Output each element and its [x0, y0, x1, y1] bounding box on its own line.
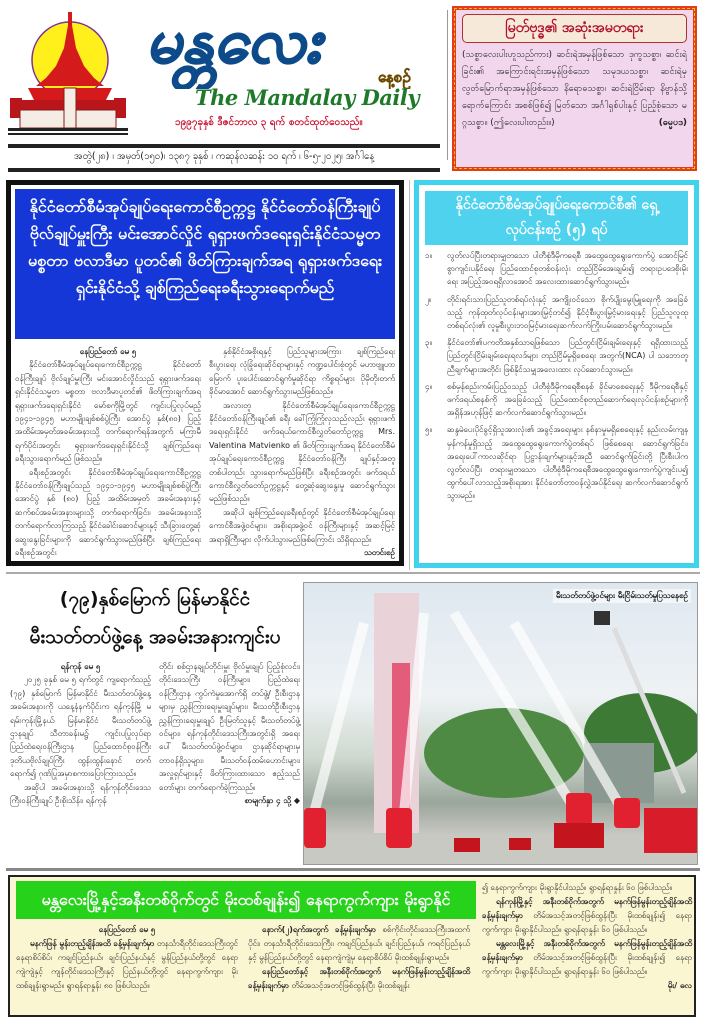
- mandalay-palace-logo: [6, 8, 130, 138]
- fire-column-1: [10, 660, 151, 807]
- objective-number: ၂။: [425, 294, 432, 304]
- forecast-label: နောက်(၂)ရက်အတွက် ခန့်မှန်းချက်မှာ: [262, 925, 376, 934]
- weather-column-3: [482, 881, 692, 993]
- weather-forecast-box: [8, 875, 696, 1017]
- lead-headline: နိုင်ငံတော်စီမံအုပ်ချုပ်ရေးကောင်စီဥက္ကဋ္ဌ နိုင်ငံတော်ဝန်ကြီးချုပ် ဗိုလ်ချုပ်မှူးကြီး မင်းအောင်လှိုင် ရုရှားဖက်ဒရေးရှင်းနိုင်ငံသမ္မတ မစ္စတာ ဗလာဒီမာ ပူတင်၏ ဖိတ်ကြားချက်အရ ရုရှားဖက်ဒရေးရှင်းနိုင်ငံသို့ ချစ်ကြည်ရေးခရီးသွားရောက်မည်: [15, 189, 395, 339]
- objective-text: နိုင်ငံတော်၏ပကတိအနှစ်သာရဖြစ်သော ပြည်တွင်းငြိမ်းချမ်းရေးနှင့် ရရှိထားသည့် ပြည်တွင်းငြိမ်းချမ်းရေးရလဒ်များ တည်ငြိမ်မှုရှိစေရေး အတွက်(NCA) ပါ သဘောတူညီချက်များအတိုင်း ဖြစ်နိုင်သမျှအလေးထား လုပ်ဆောင်သွားမည်။: [447, 338, 688, 374]
- weather-paragraph: [16, 937, 238, 993]
- dhamma-quote-box: [452, 6, 697, 171]
- weather-paragraph: [248, 923, 470, 965]
- forecast-text: စစ်ကိုင်းတိုင်းဒေသကြီးအထက်ပိုင်း၊ တနင်္သာရီတိုင်းဒေသကြီး၊ ကချင်ပြည်နယ်၊ ချင်းပြည်နယ်၊ ကရင်ပြည်နယ်နှင့် မွန်ပြည်နယ်တို့တွင် နေရာကျဲကျဲမှ နေရာစိပ်စိပ် မိုးထစ်ချုန်းရွာမည်။: [248, 925, 470, 962]
- objective-text: ဆန္ဒမဲပေးပိုင်ခွင့်ရှိသူအားလုံး၏ အခွင့်အရေးများ နစ်နာမှုမရှိစေရေးနှင့် နည်းလမ်းကျနမှန်ကန်မှုရှိသည့် အထွေထွေရွေးကောက်ပွဲတစ်ရပ် ဖြစ်စေရေး ဆောင်ရွက်ခြင်း၊ အရေးပေါ်ကာလဆိုင်ရာ ပြဋ္ဌာန်းချက်များနှင့်အညီ ဆောင်ရွက်ခြင်းတို့ ပြီးစီးပါက လွတ်လပ်ပြီး တရားမျှတသော ပါတီစုံဒီမိုကရေစီအထွေထွေရွေးကောက်ပွဲကျင်းပ၍ ထွက်ပေါ်လာသည့်အစိုးရအား နိုင်ငံတော်တာဝန်လွှဲအပ်နိုင်ရေး ဆက်လက်ဆောင်ရွက်သွားမည်။: [447, 425, 688, 501]
- masthead-title-suffix: နေ့စဉ်: [378, 68, 411, 86]
- fire-headline-line-2: မီးသတ်တပ်ဖွဲ့နေ့ အခမ်းအနားကျင်းပ: [29, 626, 281, 648]
- objective-item: [425, 423, 688, 502]
- forecast-text: ၍ နေရာကွက်ကျား မိုးရွာနိုင်ပါသည်။ ရွာရန်ရာနှုန်း ၆၀ ဖြစ်ပါသည်။: [482, 883, 673, 892]
- objective-text: လွတ်လပ်ပြီးတရားမျှတသော ပါတီစုံဒီမိုကရေစီ အထွေထွေရွေးကောက်ပွဲ အောင်မြင်စွာကျင်းပနိုင်ရေး ပြည်ထောင်စုတစ်ဝန်းလုံး တည်ငြိမ်အေးချမ်း၍ တရားဥပဒေစိုးမိုးရေး အပြည့်အဝရရှိလာအောင် အလေးထားဆောင်ရွက်သွားမည်။: [447, 251, 688, 287]
- weather-paragraph: [482, 937, 692, 979]
- objectives-title: နိုင်ငံတော်စီမံအုပ်ချုပ်ရေးကောင်စီ၏ ရှေ့လုပ်ငန်းစဉ် (၅) ရပ်: [425, 191, 688, 245]
- masthead-divider: [447, 10, 448, 160]
- lead-story: [6, 180, 404, 566]
- fire-drill-photo: [303, 582, 698, 865]
- fire-headline-line-1: (၇၉)နှစ်မြောက် မြန်မာနိုင်ငံ: [59, 588, 251, 610]
- photo-caption: မီးသတ်တပ်ဖွဲ့ဝင်များ မီးငြိမ်းသတ်မှုပြသနေစဉ်: [553, 589, 691, 603]
- masthead-rule-bottom: [8, 168, 440, 172]
- dhamma-title: မြတ်ဗုဒ္ဓ၏ အဆုံးအမတရား: [462, 14, 687, 43]
- section-divider-bottom: [6, 868, 700, 871]
- forecast-text: တိမ်အသင့်အတင့်ဖြစ်ထွန်းပြီး မိုးထစ်ချုန်း: [288, 981, 410, 990]
- forecast-text: တိမ်အသင့်အတင့်ဖြစ်ထွန်းပြီး မိုးထစ်ချုန်း၍ နေရာကွက်ကျား မိုးရွာနိုင်ပါသည်။ ရွာရန်ရာနှုန်း ၆၀ ဖြစ်ပါသည်။: [482, 911, 692, 934]
- objective-text: စစ်မှန်စည်းကမ်းပြည့်ဝသည့် ပါတီစုံဒီမိုကရေစီစနစ် ခိုင်မာစေရေးနှင့် ဒီမိုကရေစီနှင့် ဖက်ဒရယ်စနစ်ကို အခြေခံသည့် ပြည်ထောင်စုတည်ဆောက်ရေးလုပ်ငန်းစဉ်များကို အရှိန်အဟုန်ဖြင့် ဆက်လက်ဆောင်ရွက်သွားမည်။: [447, 381, 688, 418]
- fire-column-2: [159, 660, 300, 807]
- lead-paragraph: အဆိုပါ ချစ်ကြည်ရေးခရီးစဉ်တွင် နိုင်ငံတော်စီမံအုပ်ချုပ်ရေးကောင်စီအဖွဲ့ဝင်များ၊ အစိုးရအဖွဲ့ဝင် ဝန်ကြီးများနှင့် အဆင့်မြင့်အရာရှိကြီးများ လိုက်ပါသွားမည်ဖြစ်ကြောင်း သိရှိရသည်။: [209, 507, 395, 544]
- fire-paragraph: တိုင်း စစ်ဌာနချုပ်တိုင်းမှူး ဗိုလ်မှူးချုပ် ပြည့်စုံလင်း၊ တိုင်းဒေသကြီး ဝန်ကြီးများ၊ ပြည်ထဲရေးဝန်ကြီးဌာန ကွပ်ကဲမှုအောက်ရှိ တပ်ဖွဲ့/ ဦးစီးဌာနများမှ ညွှန်ကြားရေးမှူးချုပ်များ၊ မီးသတ်ဦးစီးဌာန ညွှန်ကြားရေးမှူးချုပ် ဦးမြတ်သူနှင့် မီးသတ်တပ်ဖွဲ့ဝင်များ၊ ရန်ကုန်တိုင်းဒေသကြီးအတွင်းရှိ အရေးပေါ် မီးသတ်တပ်ဖွဲ့ဝင်များ၊ ဌာနဆိုင်ရာများမှ တာဝန်ရှိသူများ၊ မီးသတ်ဝန်ထမ်းဟောင်းများ၊ အလှူရှင်များနှင့် ဖိတ်ကြားထားသော ဧည့်သည်တော်များ တက်ရောက်ခဲ့ကြသည်။: [159, 662, 300, 792]
- issue-info-line: အတွဲ(၂၈) ၊ အမှတ်(၁၅၀)၊ ၁၃၈၇ ခုနှစ် ၊ ကဆုန်လဆန်း ၁၀ ရက် ၊ ၆-၅-၂၀၂၅၊ အင်္ဂါနေ့: [73, 151, 375, 162]
- forecast-label: မနက်ဖြန် မွန်းတည့်ချိန်အထိ ခန့်မှန်းချက်မှာ: [30, 939, 155, 948]
- lead-column-2: [209, 345, 395, 560]
- masthead-title-text: မန္တလေး: [146, 4, 321, 77]
- forecast-text: တိမ်အသင့်အတင့်ဖြစ်ထွန်းပြီး မိုးထစ်ချုန်း၍ နေရာကွက်ကျား မိုးရွာနိုင်ပါသည်။ ရွာရန်ရာနှုန်း ၆၀ ဖြစ်ပါသည်။: [482, 953, 692, 976]
- masthead-founded-line: ၁၉၉၇ခုနှစ် ဒီဇင်ဘာလ ၃ ရက် စတင်ထုတ်ဝေသည်။: [175, 117, 363, 128]
- lead-paragraph: နှစ်နိုင်ငံအစိုးရနှင့် ပြည်သူများအကြား ချစ်ကြည်ရေး စီးပွားရေး လုံခြုံရေးဆိုင်ရာများနှင့် ကဏ္ဍပေါင်းစုံတွင် မဟာဗျူဟာမြောက် ပူးပေါင်းဆောင်ရွက်မှုဆိုင်ရာ ကိစ္စရပ်များ ပိုမိုတိုးတက်ခိုင်မာအောင် ဆောင်ရွက်သွားမည်ဖြစ်သည်။: [209, 347, 395, 397]
- forecast-text: တနင်္သာရီတိုင်းဒေသကြီးတွင် နေရာစိပ်စိပ်၊ ကချင်ပြည်နယ်၊ ချင်းပြည်နယ်နှင့် မွန်ပြည်နယ်တို့တွင် နေရာကျဲကျဲနှင့် ကျန်တိုင်းဒေသကြီးနှင့် ပြည်နယ်တို့တွင် နေရာကွက်ကျား မိုးထစ်ချုန်းရွာမည်။ ရွာရန်ရာနှုန်း ၈၀ ဖြစ်ပါသည်။: [16, 939, 239, 990]
- weather-paragraph: [248, 965, 470, 993]
- objective-item: [425, 249, 688, 289]
- lead-byline: သတင်းစဉ်: [364, 548, 395, 558]
- dhamma-text: (သစ္စာလေးပါးဟူသည်ကား) ဆင်းရဲအမှန်ဖြစ်သော ဒုက္ခသစ္စာ၊ ဆင်းရဲခြင်း၏ အကြောင်းရင်းအမှန်ဖြစ်သော သမုဒယသစ္စာ၊ ဆင်းရဲမှ လွတ်မြောက်ရာအမှန်ဖြစ်သော နိရောဓသစ္စာ၊ ဆင်းရဲငြိမ်းရာ နိဗ္ဗာန်သို့ရောက်ကြောင်း အစစ်ဖြစ်၍ မြတ်သော အင်္ဂါရှစ်ပါးနှင့် ပြည့်စုံသော မဂ္ဂသစ္စာ။ (ဤလေးပါးတည်း။): [462, 50, 687, 128]
- objective-text: တိုင်းရင်းသားပြည်သူတစ်ရပ်လုံးနှင့် အကျိုးဝင်သော စိုက်ပျိုးမွေးမြူရေးကို အခြေခံသည့် ကုန်ထုတ်လုပ်ငန်းများအားမြှင့်တင်၍ နိုင်ငံ့စီးပွားမြှင့်မားရေးနှင့် ပြည်သူလူထုတစ်ရပ်လုံး၏ လူမှုစီးပွားဘဝမြင့်မားရေးဆက်လက်ကြိုးပမ်းဆောင်ရွက်သွားမည်။: [447, 294, 688, 331]
- lead-dateline: နေပြည်တော် မေ ၅: [79, 347, 137, 356]
- forecast-label: မန္တလေးမြို့နှင့် အနီးတစ်ဝိုက်အတွက် မနက်ဖြန်မွန်းတည့်ချိန်အထိ ခန့်မှန်းချက်မှာ: [482, 939, 692, 962]
- lead-column-1: [15, 345, 201, 560]
- objective-number: ၅။: [425, 425, 432, 435]
- lead-paragraph: နိုင်ငံတော်စီမံအုပ်ချုပ်ရေးကောင်စီဥက္ကဋ္ဌ နိုင်ငံတော်ဝန်ကြီးချုပ် ဗိုလ်ချုပ်မှူးကြီး မင်းအောင်လှိုင်သည် ရုရှားဖက်ဒရေးရှင်းနိုင်ငံသမ္မတ မစ္စတာ ဗလာဒီမာပူတင်၏ ဖိတ်ကြားချက်အရ ရုရှားဖက်ဒရေးရှင်းနိုင်ငံ မော်စကိုမြို့တွင် ကျင်းပပြုလုပ်မည့် ၁၉၄၁-၁၉၄၅ မဟာမျိုးချစ်စစ်ပွဲကြီး အောင်ပွဲ နှစ်(၈၀) ပြည့် အထိမ်းအမှတ်အခမ်းအနားသို့ တက်ရောက်ရန်အတွက် မကြာမီရက်ပိုင်းအတွင်း ရုရှားဖက်ဒရေးရှင်းနိုင်ငံသို့ ချစ်ကြည်ရေးခရီးသွားရောက်မည် ဖြစ်သည်။: [15, 360, 201, 464]
- objective-item: [425, 380, 688, 420]
- weather-headline: မန္တလေးမြို့နှင့်အနီးတစ်ဝိုက်တွင် မိုးထစ်ချုန်း၍ နေရာကွက်ကျား မိုးရွာနိုင်: [16, 881, 476, 919]
- objective-number: ၃။: [425, 338, 432, 348]
- forecast-label: ရန်ကုန်မြို့နှင့် အနီးတစ်ဝိုက်အတွက် မနက်ဖြန်မွန်းတည့်ချိန်အထိ ခန့်မှန်းချက်မှာ: [482, 897, 692, 920]
- section-divider: [6, 572, 700, 574]
- lead-paragraph: အလားတူ နိုင်ငံတော်စီမံအုပ်ချုပ်ရေးကောင်စီဥက္ကဋ္ဌ နိုင်ငံတော်ဝန်ကြီးချုပ်၏ ခရီး ခေါ်ကြုံကြုံလှသည်လည်း ရုရှားဖက်ဒရေးရှင်းနိုင်ငံ ဖက်ဒရယ်ကောင်စီလွှတ်တော်ဥက္ကဋ္ဌ Mrs. Valentina Matvienko ၏ ဖိတ်ကြားချက်အရ နိုင်ငံတော်စီမံအုပ်ချုပ်ရေးကောင်စီဥက္ကဋ္ဌ နိုင်ငံတော်ဝန်ကြီး ချုပ်နှင့်အတူ တစ်ပါတည်း သွားရောက်မည်ဖြစ်ပြီး ခရီးစဉ်အတွင်း ဖက်ဒရယ်ကောင်စီလွှတ်တော်ဥက္ကဋ္ဌနှင့် တွေ့ဆုံဆွေးနွေးမှု ဆောင်ရွက်သွားမည်ဖြစ်သည်။: [209, 400, 395, 504]
- fire-story-headline: [10, 580, 300, 656]
- weather-column-2: [248, 923, 470, 993]
- masthead-title-english: The Mandalay Daily: [195, 85, 420, 110]
- masthead-rule-top: [8, 144, 440, 148]
- fire-dateline: ရန်ကုန် မေ ၅: [60, 662, 101, 671]
- forecast-label: နေပြည်တော်နှင့် အနီးတစ်ဝိုက်အတွက် မနက်ဖြန်မွန်းတည့်ချိန်အထိ ခန့်မှန်းချက်မှာ: [248, 967, 470, 990]
- weather-paragraph: [482, 895, 692, 937]
- objective-item: [425, 336, 688, 376]
- objective-item: [425, 293, 688, 333]
- fire-continued-note: စာမျက်နှာ ၄ သို့ ◆: [244, 796, 300, 806]
- fire-paragraph: အဆိုပါ အခမ်းအနားသို့ ရန်ကုန်တိုင်းဒေသကြီးဝန်ကြီးချုပ် ဦးစိုးသိန်း၊ ရန်ကုန်: [10, 782, 151, 806]
- weather-dateline: နေပြည်တော် မေ ၅: [98, 925, 156, 934]
- dhamma-reference: (ဓမ္မပဒ): [658, 118, 687, 128]
- objective-number: ၄။: [425, 381, 432, 391]
- fire-paragraph: ၂၀၂၅ ခုနှစ် မေ ၅ ရက်တွင် ကျရောက်သည့် (၇၉) နှစ်မြောက် မြန်မာနိုင်ငံ မီးသတ်တပ်ဖွဲ့နေ့အခမ်းအနားကို ယနေ့နံနက်ပိုင်းက ရန်ကုန်မြို့ မရမ်းကုန်းမြို့နယ် မြန်မာနိုင်ငံ မီးသတ်တပ်ဖွဲ့ဌာနချုပ် သီတာခန်းမ၌ ကျင်းပပြုလုပ်ရာ ပြည်ထဲရေးဝန်ကြီးဌာန ပြည်ထောင်စုဝန်ကြီး ဒုတိယဗိုလ်ချုပ်ကြီး ထွန်းထွန်းနောင် တက်ရောက်၍ ဂုဏ်ပြုအမှာစကားပြောကြားသည်။: [10, 675, 151, 779]
- lead-paragraph: ခရီးစဉ်အတွင်း နိုင်ငံတော်စီမံအုပ်ချုပ်ရေးကောင်စီဥက္ကဋ္ဌ နိုင်ငံတော်ဝန်ကြီးချုပ်သည် ၁၉၄၁-၁၉၄၅ မဟာမျိုးချစ်စစ်ပွဲကြီးအောင်ပွဲ နှစ် (၈၀) ပြည့် အထိမ်းအမှတ် အခမ်းအနားနှင့် ဆက်စပ်အခမ်းအနားများသို့ တက်ရောက်ခြင်း၊ အခမ်းအနားသို့ တက်ရောက်လာကြသည့် နိုင်ငံခေါင်းဆောင်များနှင့် သီးခြားတွေ့ဆုံဆွေးနွေးခြင်းများကို ဆောင်ရွက်သွားမည်ဖြစ်ပြီး ချစ်ကြည်ရေးခရီးစဉ်အတွင်း: [15, 467, 201, 558]
- fire-drill-illustration: [304, 583, 698, 865]
- weather-column-1: [16, 923, 238, 993]
- dhamma-body: [462, 47, 687, 132]
- fire-story-body: [10, 660, 300, 807]
- weather-byline: မိုး/ ဓလ: [667, 981, 692, 990]
- objective-number: ၁။: [425, 251, 432, 260]
- column-divider: [409, 180, 410, 570]
- objectives-box: [414, 180, 699, 568]
- masthead-title: [140, 4, 440, 89]
